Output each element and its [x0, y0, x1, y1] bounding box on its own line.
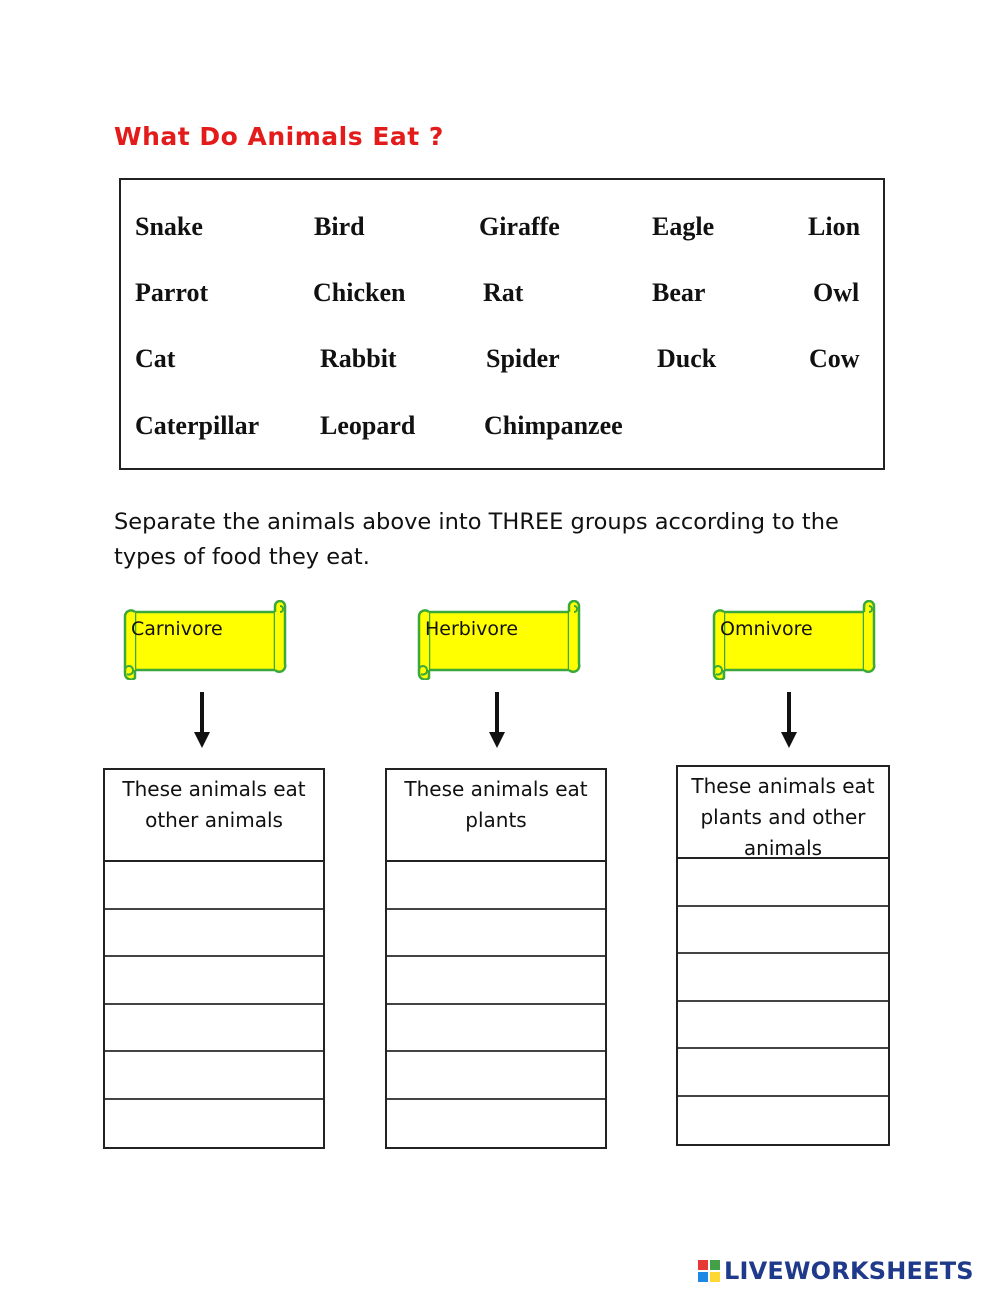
scroll-label: Carnivore	[131, 618, 223, 640]
group-description: These animals eat plants	[387, 770, 605, 862]
animal-word: Cow	[809, 344, 860, 373]
animal-word: Lion	[808, 212, 861, 241]
herbivore-scroll	[411, 600, 583, 680]
logo-text: LIVEWORKSHEETS	[724, 1257, 974, 1285]
animal-word: Bird	[314, 212, 365, 241]
animal-word: Rabbit	[320, 344, 397, 373]
scroll-banner-icon	[706, 600, 878, 680]
answer-slot[interactable]	[678, 1049, 888, 1097]
word-bank	[119, 178, 885, 470]
answer-slot[interactable]	[387, 1005, 605, 1053]
omnivore-table	[676, 765, 890, 1146]
carnivore-scroll	[117, 600, 289, 680]
animal-word: Bear	[652, 278, 706, 307]
animal-word: Cat	[135, 344, 176, 373]
animal-word: Spider	[486, 344, 560, 373]
liveworksheets-logo-icon	[698, 1260, 720, 1282]
scroll-banner-icon	[411, 600, 583, 680]
answer-slot[interactable]	[387, 1100, 605, 1148]
animal-word: Leopard	[320, 411, 416, 440]
instructions: Separate the animals above into THREE groups according to the types of food they eat.	[114, 509, 839, 570]
answer-slot[interactable]	[387, 1052, 605, 1100]
answer-slot[interactable]	[105, 1052, 323, 1100]
answer-slot[interactable]	[105, 910, 323, 958]
page-title: What Do Animals Eat ?	[114, 122, 444, 151]
herbivore-table	[385, 768, 607, 1149]
answer-slot[interactable]	[387, 910, 605, 958]
group-description: These animals eat other animals	[105, 770, 323, 862]
animal-word: Chicken	[313, 278, 406, 307]
animal-word: Rat	[483, 278, 524, 307]
answer-slot[interactable]	[678, 954, 888, 1002]
animal-word: Parrot	[135, 278, 209, 307]
answer-slot[interactable]	[678, 1097, 888, 1145]
liveworksheets-logo	[698, 1258, 974, 1284]
omnivore-scroll	[706, 600, 878, 680]
answer-slot[interactable]	[678, 859, 888, 907]
answer-slot[interactable]	[387, 957, 605, 1005]
answer-slot[interactable]	[387, 862, 605, 910]
animal-word: Chimpanzee	[484, 411, 623, 440]
carnivore-table	[103, 768, 325, 1149]
answer-slot[interactable]	[105, 862, 323, 910]
animal-word: Eagle	[652, 212, 715, 241]
arrow-down-icon	[192, 692, 212, 748]
answer-slot[interactable]	[105, 957, 323, 1005]
animal-word: Snake	[135, 212, 203, 241]
arrow-down-icon	[487, 692, 507, 748]
answer-slot[interactable]	[105, 1100, 323, 1148]
scroll-banner-icon	[117, 600, 289, 680]
animal-word: Owl	[813, 278, 860, 307]
animal-word: Caterpillar	[135, 411, 260, 440]
group-description: These animals eat plants and other animals	[678, 767, 888, 859]
animal-word: Giraffe	[479, 212, 560, 241]
scroll-label: Omnivore	[720, 618, 813, 640]
animal-word: Duck	[657, 344, 717, 373]
scroll-label: Herbivore	[425, 618, 519, 640]
answer-slot[interactable]	[105, 1005, 323, 1053]
answer-slot[interactable]	[678, 1002, 888, 1050]
arrow-down-icon	[779, 692, 799, 748]
answer-slot[interactable]	[678, 907, 888, 955]
